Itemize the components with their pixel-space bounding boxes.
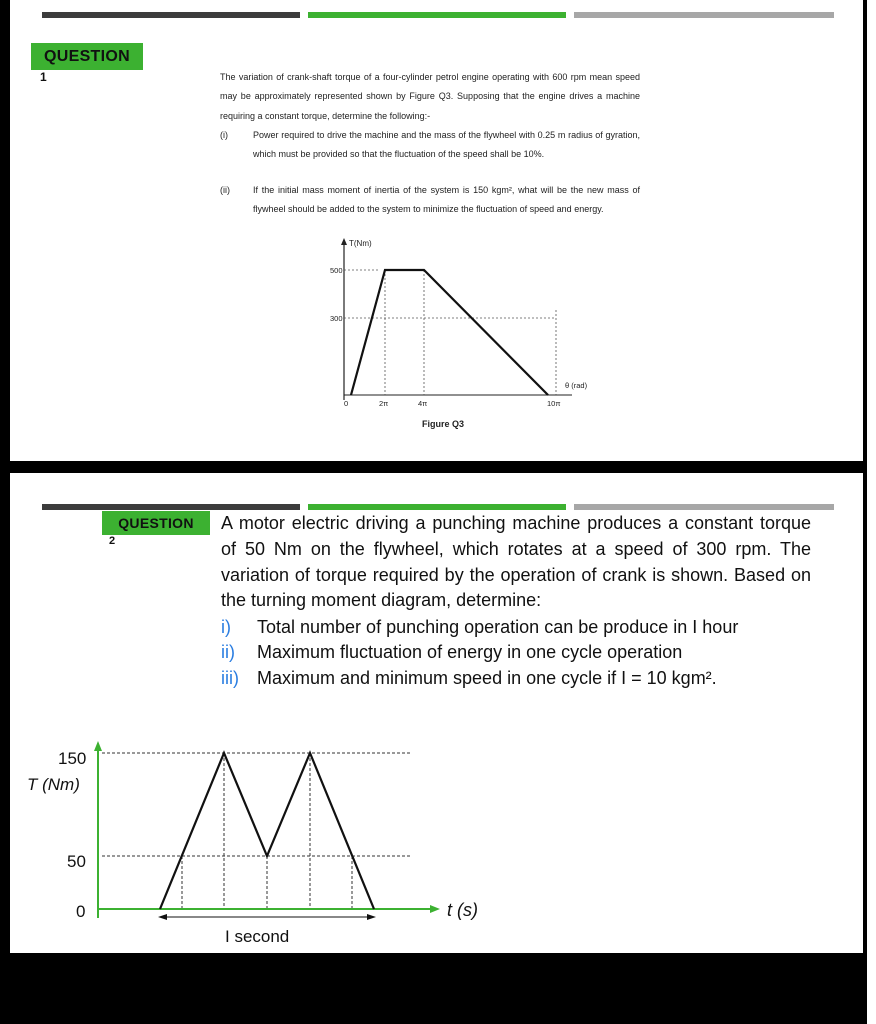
item-text: Total number of punching operation can be produce in I hour xyxy=(257,617,739,637)
question-1-item-1 xyxy=(220,126,640,165)
header-bar-dark xyxy=(42,12,300,18)
y-axis-arrow xyxy=(94,741,102,751)
torque-profile xyxy=(160,753,374,909)
x-tick-0: 0 xyxy=(344,399,349,408)
item-text: Power required to drive the machine and the mass of the flywheel with 0.25 m radius of gyration, which must be provided so that the fluctuation of the speed shall be 10%. xyxy=(253,130,640,160)
item-label: iii) xyxy=(221,668,239,688)
x-tick-2pi: 2π xyxy=(379,399,389,408)
item-label: (ii) xyxy=(220,185,230,195)
item-label: ii) xyxy=(221,642,235,662)
span-arrow-left-head xyxy=(158,914,167,920)
x-axis-label: t (s) xyxy=(447,900,478,920)
question-2-item-3 xyxy=(221,666,821,692)
question-1-item-2 xyxy=(220,181,640,220)
y-tick-300: 300 xyxy=(330,314,343,323)
question-1-intro: The variation of crank-shaft torque of a four-cylinder petrol engine operating with 600 rpm mean speed may be approximately represented shown by Figure Q3. Supposing that the engine drives a machine requiring a constant torque, determine the following:- xyxy=(220,72,640,121)
question-number: 1 xyxy=(40,70,47,84)
header-bar-dark xyxy=(42,504,300,510)
header-bar-grey xyxy=(574,504,834,510)
x-tick-4pi: 4π xyxy=(418,399,428,408)
item-label: i) xyxy=(221,617,231,637)
header-bar-green xyxy=(308,12,566,18)
question-badge: QUESTION xyxy=(31,43,143,70)
y-tick-50: 50 xyxy=(67,852,86,871)
item-text: Maximum and minimum speed in one cycle if I = 10 kgm². xyxy=(257,668,717,688)
y-tick-500: 500 xyxy=(330,266,343,275)
question-2-item-1 xyxy=(221,615,821,641)
question-number: 2 xyxy=(109,535,116,547)
torque-diagram-q2 xyxy=(10,733,530,953)
y-axis-label: T(Nm) xyxy=(349,239,372,248)
item-text: If the initial mass moment of inertia of the system is 150 kgm², what will be the new mass of flywheel should be added to the system to minimize the fluctuation of speed and energy. xyxy=(253,185,640,215)
header-bar-grey xyxy=(574,12,834,18)
figure-caption: Figure Q3 xyxy=(422,419,465,429)
question-2-slide xyxy=(10,473,863,953)
header-bar-green xyxy=(308,504,566,510)
span-arrow-right-head xyxy=(367,914,376,920)
y-axis-label: T (Nm) xyxy=(27,775,80,794)
x-axis-label: θ (rad) xyxy=(565,381,588,390)
item-text: Maximum fluctuation of energy in one cycle operation xyxy=(257,642,683,662)
figure-q3 xyxy=(310,232,610,432)
question-badge: QUESTION xyxy=(102,511,210,535)
question-1-slide xyxy=(10,0,863,461)
item-label: (i) xyxy=(220,130,228,140)
scrollbar-track[interactable] xyxy=(867,0,876,1024)
x-axis-arrow xyxy=(430,905,440,913)
question-2-intro: A motor electric driving a punching machine produces a constant torque of 50 Nm on the flywheel, which rotates at a speed of 300 rpm. The variation of torque required by the operation of crank is shown. Based on the turning moment diagram, determine: xyxy=(221,513,811,611)
y-tick-0: 0 xyxy=(76,902,86,921)
torque-curve xyxy=(351,270,548,395)
span-label: I second xyxy=(225,927,290,946)
x-tick-10pi: 10π xyxy=(547,399,561,408)
question-2-item-2 xyxy=(221,640,821,666)
y-tick-150: 150 xyxy=(58,749,87,768)
y-axis-arrow xyxy=(341,238,347,245)
